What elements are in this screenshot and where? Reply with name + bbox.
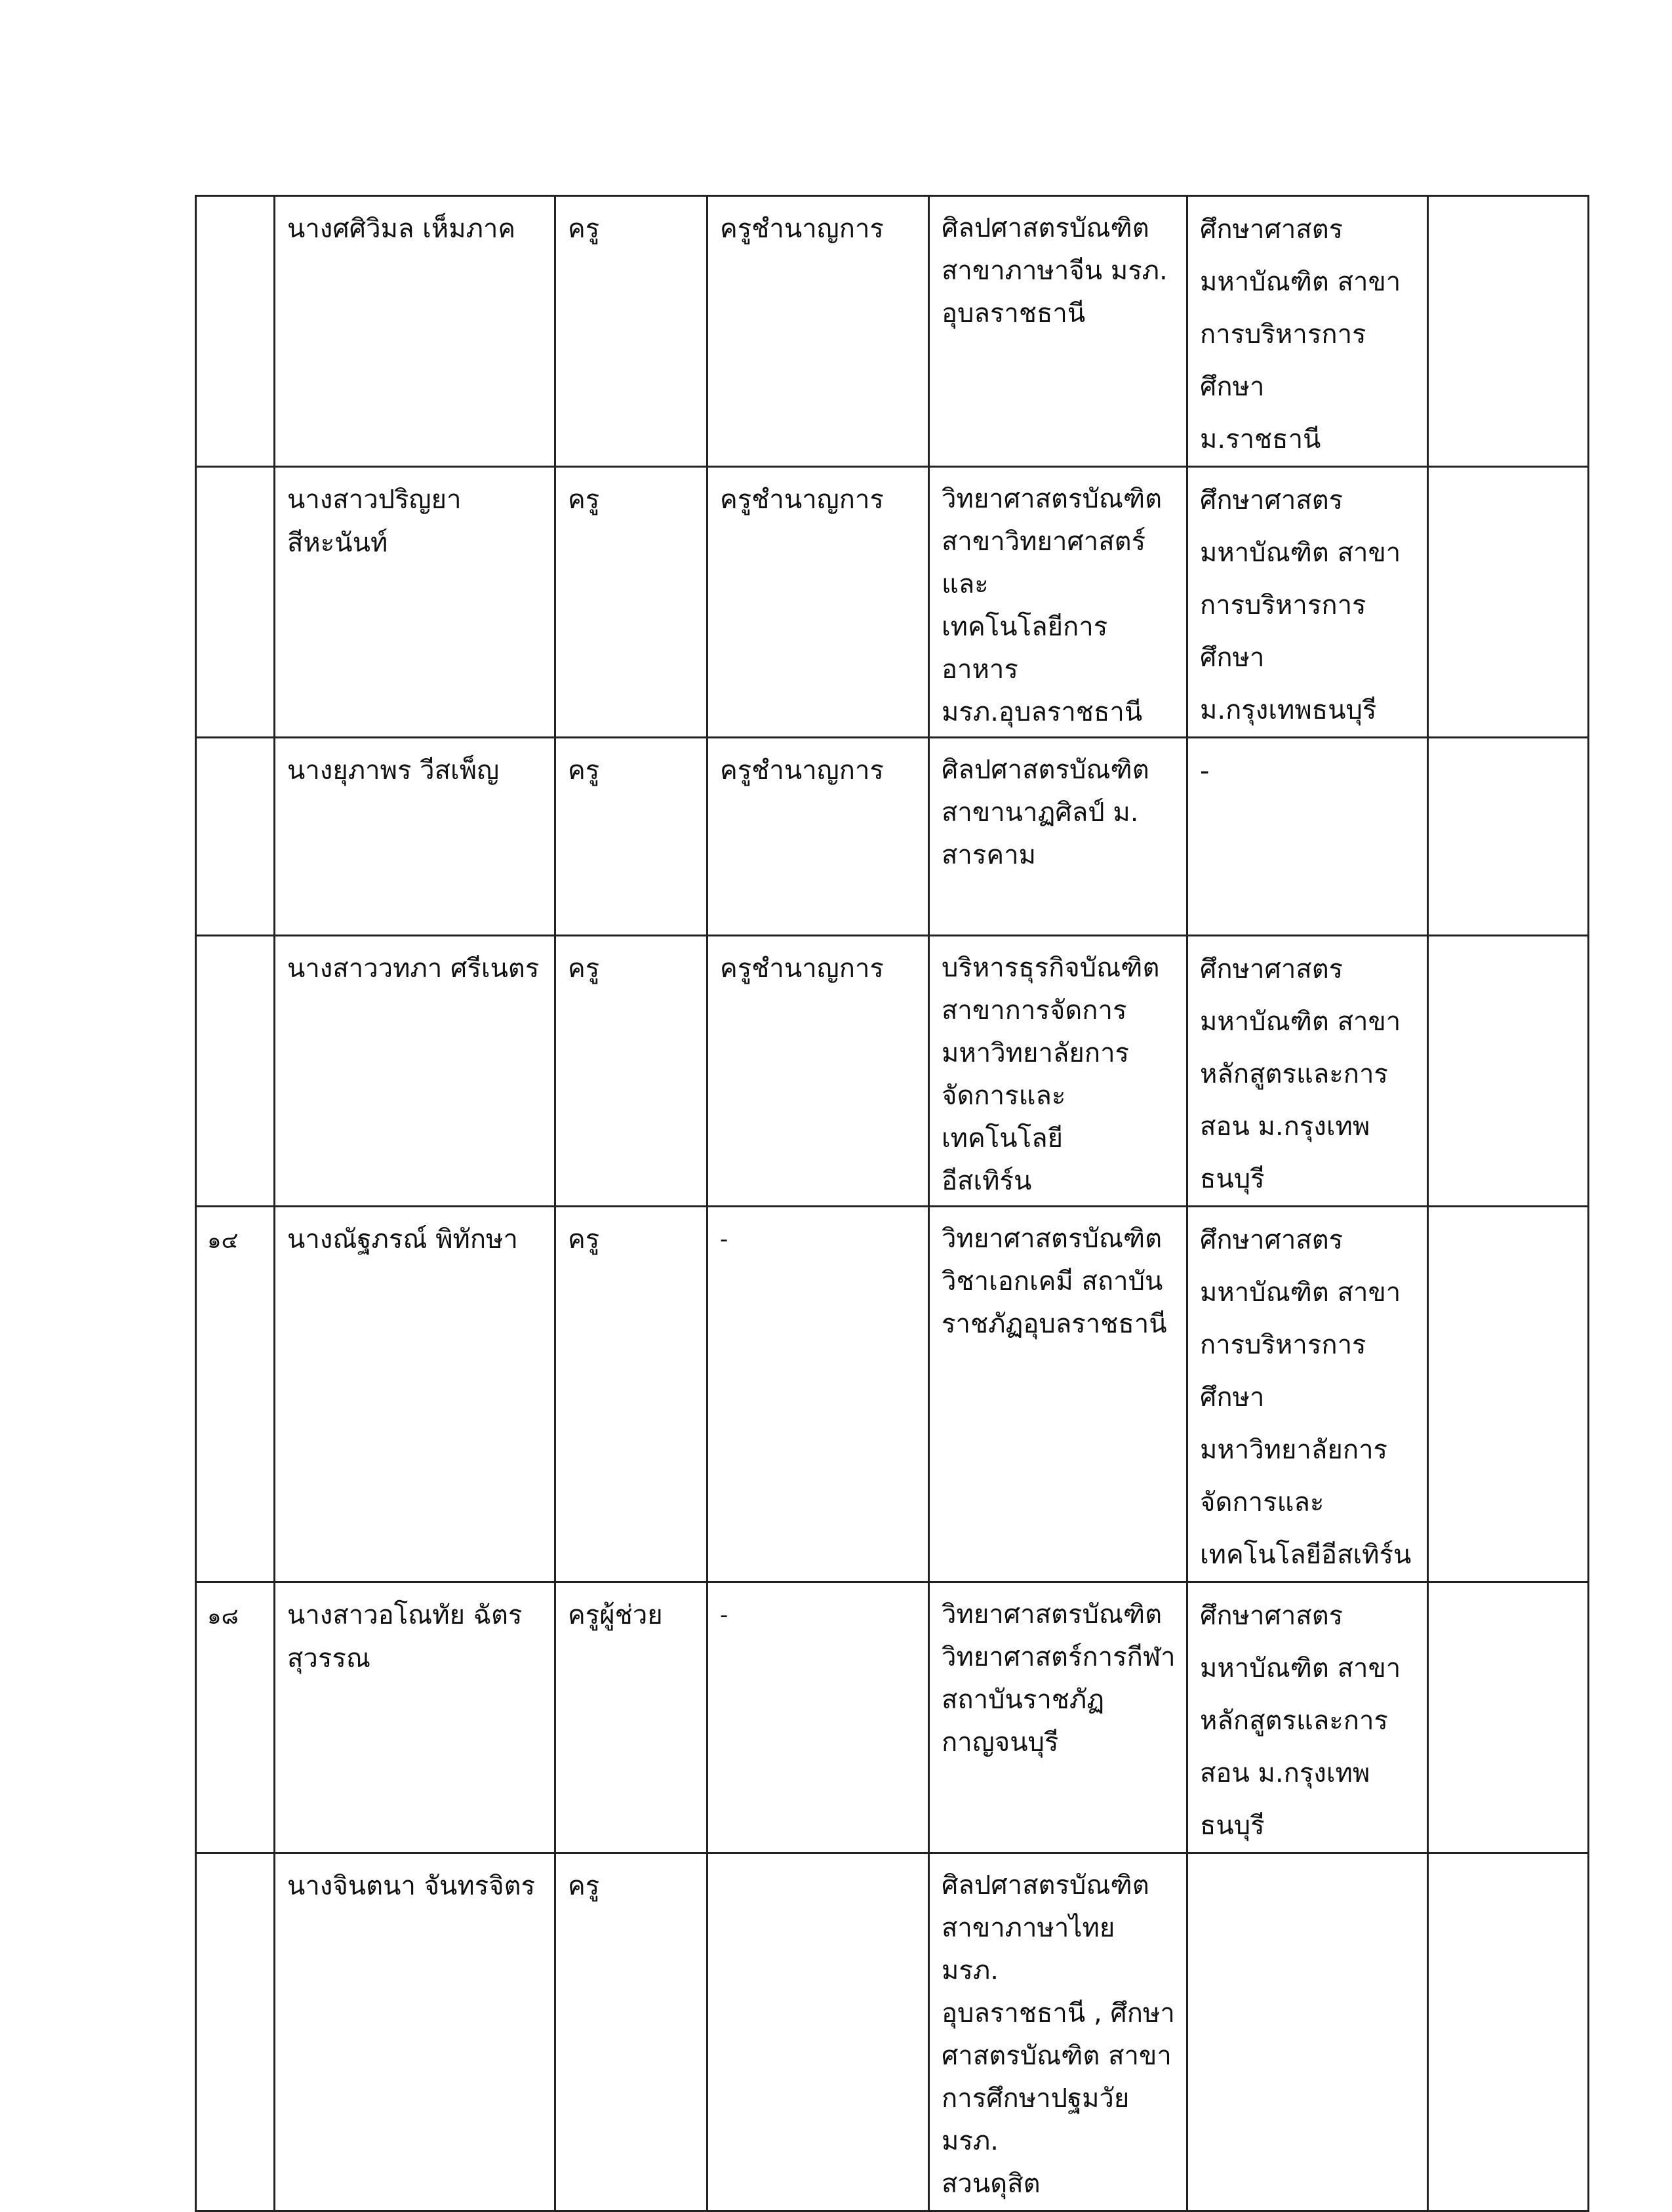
table-row	[196, 1207, 1589, 1582]
name-cell: นางจินตนา จันทรจิตร	[275, 1853, 555, 2211]
row-number-cell	[196, 196, 275, 467]
remark-cell	[1428, 467, 1589, 738]
name-cell: นางสาวปริญยา สีหะนันท์	[275, 467, 555, 738]
remark-cell	[1428, 1582, 1589, 1853]
master-degree-cell	[1187, 1853, 1428, 2211]
master-degree-cell: ศึกษาศาสตร มหาบัณฑิต สาขา หลักสูตรและการ สอน ม.กรุงเทพ ธนบุรี	[1187, 936, 1428, 1207]
master-degree-cell: -	[1187, 738, 1428, 936]
name-cell: นางศศิวิมล เห็มภาค	[275, 196, 555, 467]
name-cell: นางยุภาพร วีสเพ็ญ	[275, 738, 555, 936]
row-number-cell	[196, 1853, 275, 2211]
remark-cell	[1428, 738, 1589, 936]
remark-cell	[1428, 1207, 1589, 1582]
name-cell: นางสาวอโณทัย ฉัตร สุวรรณ	[275, 1582, 555, 1853]
bachelor-degree-cell: วิทยาศาสตรบัณฑิต สาขาวิทยาศาสตร์และ เทคโนโลยีการอาหาร มรภ.อุบลราชธานี	[929, 467, 1187, 738]
row-number-cell	[196, 467, 275, 738]
table-row	[196, 1582, 1589, 1853]
row-number-cell	[196, 936, 275, 1207]
position-cell: ครู	[555, 936, 707, 1207]
bachelor-degree-cell: ศิลปศาสตรบัณฑิต สาขานาฏศิลป์ ม. สารคาม	[929, 738, 1187, 936]
table-row	[196, 467, 1589, 738]
remark-cell	[1428, 1853, 1589, 2211]
position-cell: ครู	[555, 467, 707, 738]
staff-qualification-table	[195, 195, 1589, 2212]
name-cell: นางณัฐภรณ์ พิทักษา	[275, 1207, 555, 1582]
academic-rank-cell: ครูชำนาญการ	[707, 196, 929, 467]
position-cell: ครู	[555, 738, 707, 936]
master-degree-cell: ศึกษาศาสตร มหาบัณฑิต สาขา การบริหารการศึกษา ม.ราชธานี	[1187, 196, 1428, 467]
table-row	[196, 196, 1589, 467]
row-number-cell	[196, 738, 275, 936]
position-cell: ครู	[555, 1207, 707, 1582]
name-cell: นางสาววทภา ศรีเนตร	[275, 936, 555, 1207]
academic-rank-cell: ครูชำนาญการ	[707, 936, 929, 1207]
bachelor-degree-cell: ศิลปศาสตรบัณฑิต สาขาภาษาจีน มรภ. อุบลราชธานี	[929, 196, 1187, 467]
master-degree-cell: ศึกษาศาสตร มหาบัณฑิต สาขา หลักสูตรและการ สอน ม.กรุงเทพ ธนบุรี	[1187, 1582, 1428, 1853]
table-row	[196, 1853, 1589, 2211]
remark-cell	[1428, 196, 1589, 467]
bachelor-degree-cell: บริหารธุรกิจบัณฑิต สาขาการจัดการ มหาวิทยาลัยการ จัดการและเทคโนโลยี อีสเทิร์น	[929, 936, 1187, 1207]
master-degree-cell: ศึกษาศาสตร มหาบัณฑิต สาขา การบริหารการศึกษา มหาวิทยาลัยการ จัดการและ เทคโนโลยีอีสเทิร์น	[1187, 1207, 1428, 1582]
academic-rank-cell: ครูชำนาญการ	[707, 467, 929, 738]
position-cell: ครู	[555, 196, 707, 467]
row-number-cell: ๑๔	[196, 1207, 275, 1582]
position-cell: ครู	[555, 1853, 707, 2211]
master-degree-cell: ศึกษาศาสตร มหาบัณฑิต สาขา การบริหารการศึกษา ม.กรุงเทพธนบุรี	[1187, 467, 1428, 738]
academic-rank-cell	[707, 1853, 929, 2211]
position-cell: ครูผู้ช่วย	[555, 1582, 707, 1853]
row-number-cell: ๑๘	[196, 1582, 275, 1853]
bachelor-degree-cell: ศิลปศาสตรบัณฑิต สาขาภาษาไทย มรภ. อุบลราชธานี , ศึกษา ศาสตรบัณฑิต สาขา การศึกษาปฐมวัย มรภ. สวนดุสิต	[929, 1853, 1187, 2211]
table-row	[196, 936, 1589, 1207]
remark-cell	[1428, 936, 1589, 1207]
academic-rank-cell: ครูชำนาญการ	[707, 738, 929, 936]
table-row	[196, 738, 1589, 936]
bachelor-degree-cell: วิทยาศาสตรบัณฑิต วิชาเอกเคมี สถาบัน ราชภัฏอุบลราชธานี	[929, 1207, 1187, 1582]
academic-rank-cell: -	[707, 1582, 929, 1853]
bachelor-degree-cell: วิทยาศาสตรบัณฑิต วิทยาศาสตร์การกีฬา สถาบันราชภัฏ กาญจนบุรี	[929, 1582, 1187, 1853]
academic-rank-cell: -	[707, 1207, 929, 1582]
